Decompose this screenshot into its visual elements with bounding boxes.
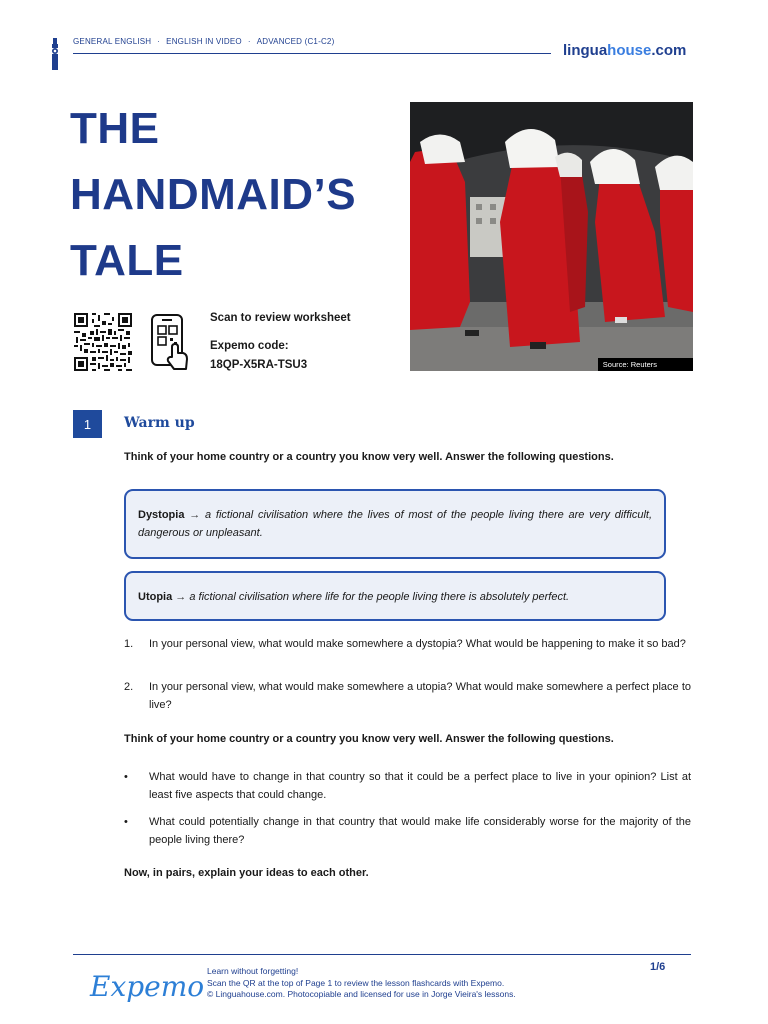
arrow-icon: →	[175, 591, 187, 603]
footer-line: © Linguahouse.com. Photocopiable and licensed for use in Jorge Vieira's lessons.	[207, 989, 516, 999]
title-line: HANDMAID’S	[70, 170, 357, 219]
arrow-icon: →	[189, 509, 201, 521]
handmaids-photo	[410, 102, 693, 371]
expemo-code-value: 18QP-X5RA-TSU3	[210, 359, 308, 371]
logo-part: house	[607, 42, 652, 59]
footer-line: Scan the QR at the top of Page 1 to review the lesson flashcards with Expemo.	[207, 977, 505, 988]
section-title: Warm up	[124, 415, 195, 431]
definition-term: Dystopia	[138, 509, 185, 521]
bullet-marker: •	[124, 771, 128, 783]
question-number: 2.	[124, 681, 134, 693]
linguahouse-logo[interactable]	[563, 42, 686, 59]
logo-part: lingua	[563, 42, 608, 59]
big-ben-icon	[50, 38, 60, 70]
photo-source-caption: Source: Reuters	[598, 358, 693, 371]
phone-scan-icon	[150, 313, 190, 371]
page-title	[70, 96, 390, 294]
definition-meaning: a fictional civilisation where the lives of most of the people living there are very difficult, dangerous or unpleasant.	[138, 509, 653, 539]
question-text: In your personal view, what would make somewhere a dystopia? What would be happening to make it so bad?	[149, 638, 686, 650]
instruction-text: Think of your home country or a country you know very well. Answer the following questions.	[124, 451, 614, 463]
breadcrumb-item[interactable]: GENERAL ENGLISH	[73, 37, 152, 46]
breadcrumb-separator: ·	[247, 37, 251, 46]
definition-box-dystopia	[124, 489, 666, 559]
definition-box-utopia	[124, 571, 666, 621]
breadcrumb-separator: ·	[157, 37, 161, 46]
logo-part: .com	[651, 42, 687, 59]
bullet-text: What would have to change in that country so that it could be a perfect place to live in your opinion? List at least five aspects that could change.	[149, 771, 691, 801]
expemo-logo[interactable]	[88, 966, 205, 1008]
title-line: THE	[70, 104, 160, 153]
header-divider	[73, 53, 551, 54]
handmaids-illustration	[410, 102, 693, 371]
title-line: TALE	[70, 236, 184, 285]
qr-code[interactable]	[73, 313, 133, 371]
breadcrumb-item[interactable]: ADVANCED (C1-C2)	[256, 37, 335, 46]
footer-divider	[73, 954, 691, 955]
footer-text	[207, 966, 516, 1001]
expemo-logo-text: Expemo	[90, 970, 205, 1003]
footer-line: Learn without forgetting!	[207, 966, 299, 976]
breadcrumb	[73, 37, 334, 46]
instruction-text: Think of your home country or a country you know very well. Answer the following questions.	[124, 733, 614, 745]
definition-term: Utopia	[138, 591, 173, 603]
scan-label: Scan to review worksheet	[210, 312, 351, 324]
bullet-text: What could potentially change in that country that would make life considerably worse for the majority of the people living there?	[149, 816, 691, 846]
bullet-marker: •	[124, 816, 128, 828]
expemo-code-label: Expemo code:	[210, 340, 289, 352]
question-text: In your personal view, what would make somewhere a utopia? What would make somewhere a perfect place to live?	[149, 681, 691, 711]
section-number-badge: 1	[73, 410, 102, 438]
page-number: 1/6	[650, 961, 666, 973]
breadcrumb-item[interactable]: ENGLISH IN VIDEO	[166, 37, 242, 46]
definition-meaning: a fictional civilisation where life for the people living there is absolutely perfect.	[189, 591, 570, 603]
question-number: 1.	[124, 638, 134, 650]
closing-instruction: Now, in pairs, explain your ideas to each other.	[124, 867, 369, 879]
